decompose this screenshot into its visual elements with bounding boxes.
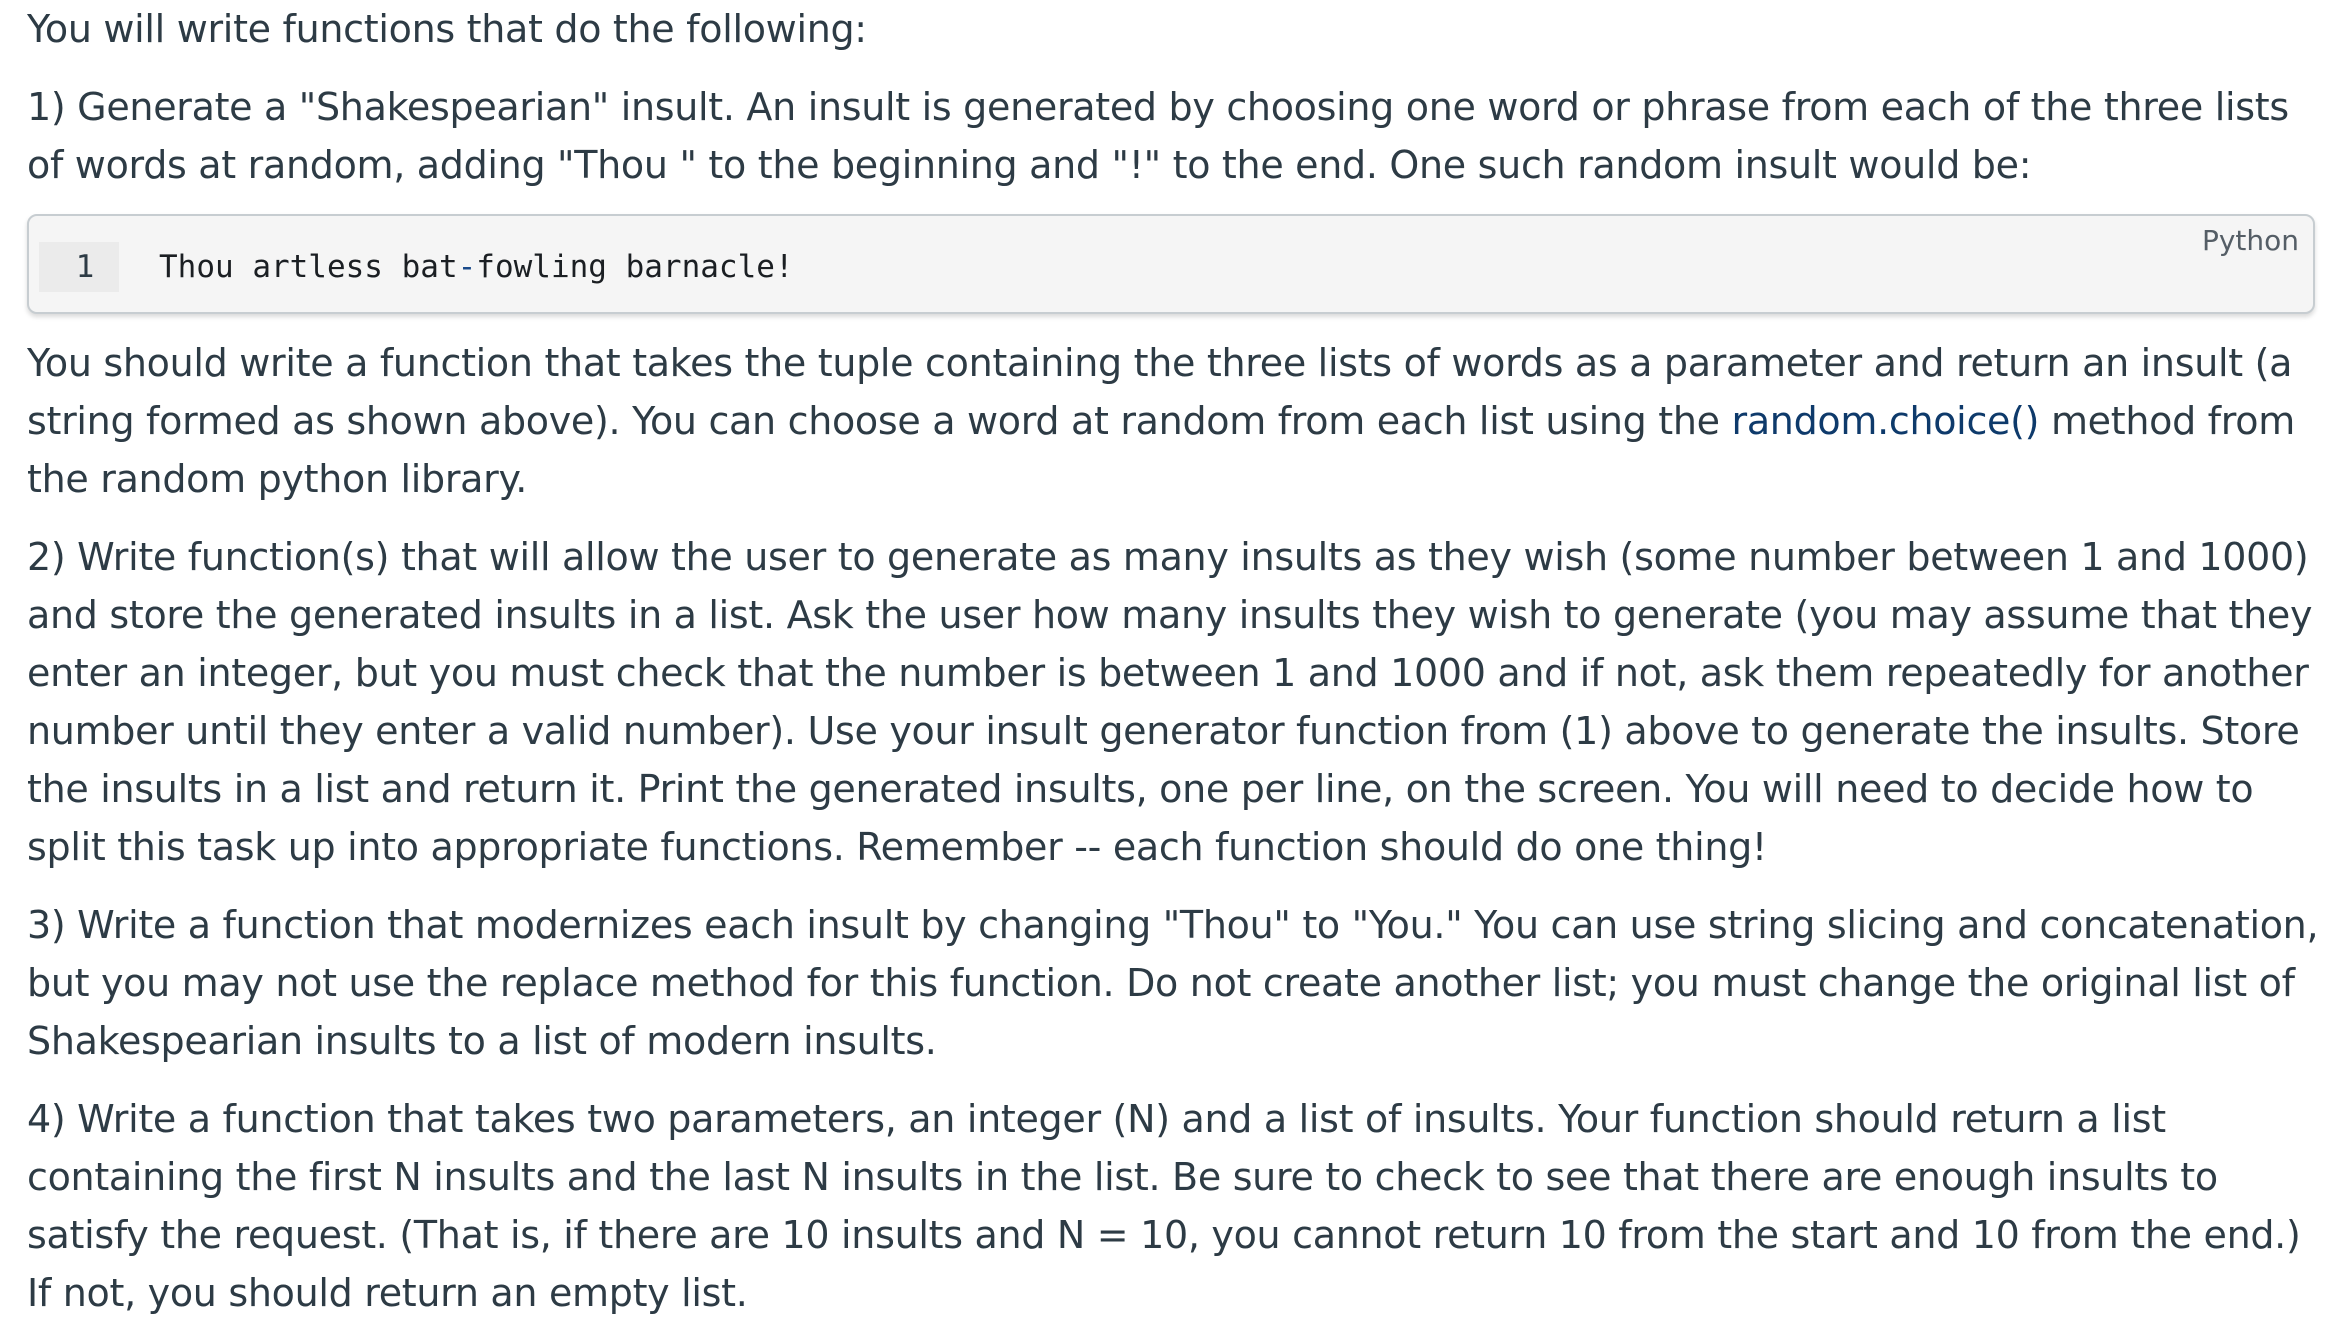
code-text-before: Thou artless bat: [159, 249, 458, 285]
code-line-number: 1: [39, 242, 119, 292]
code-block: [27, 214, 2315, 314]
section-2-text: 2) Write function(s) that will allow the user to generate as many insults as they wish (some number between 1 and 1000) and store the generated insults in a list. Ask the user how many insults they wish to generate (you may assume that they enter an integer, but you must check that the number is between 1 and 1000 and if not, ask them repeatedly for another number until they enter a valid number). Use your insult generator function from (1) above to generate the insults. Store the insults in a list and return it. Print the generated insults, one per line, on the screen. You will need to decide how to split this task up into appropriate functions. Remember -- each function should do one thing!: [27, 535, 2313, 869]
random-choice-link[interactable]: random.choice(): [1731, 399, 2040, 443]
code-text-after: fowling barnacle!: [476, 249, 794, 285]
code-line: [29, 242, 794, 292]
section-1-text: 1) Generate a "Shakespearian" insult. An insult is generated by choosing one word or phrase from each of the three lists of words at random, adding "Thou " to the beginning and "!" to the end. One such random insult would be:: [27, 85, 2289, 187]
section-4-text: 4) Write a function that takes two parameters, an integer (N) and a list of insults. Your function should return a list containing the first N insults and the last N insults in the list. Be sure to check to see that there are enough insults to satisfy the request. (That is, if there are 10 insults and N = 10, you cannot return 10 from the start and 10 from the end.) If not, you should return an empty list.: [27, 1097, 2301, 1315]
section-1b-before: You should write a function that takes the tuple containing the three lists of words as a parameter and return an insult (a string formed as shown above). You can choose a word at random from each list using the: [27, 341, 2293, 443]
section-1b-text: [27, 334, 2327, 508]
code-operator: -: [457, 249, 477, 285]
section-1b-after: method from the random python library.: [27, 399, 2295, 501]
code-language-label: Python: [2201, 224, 2299, 257]
section-3-text: 3) Write a function that modernizes each insult by changing "Thou" to "You." You can use string slicing and concatenation, but you may not use the replace method for this function. Do not create another list; you must change the original list of Shakespearian insults to a list of modern insults.: [27, 903, 2319, 1063]
intro-text: You will write functions that do the following:: [27, 7, 867, 51]
code-text[interactable]: [159, 249, 794, 285]
assignment-content: [27, 0, 2327, 1322]
